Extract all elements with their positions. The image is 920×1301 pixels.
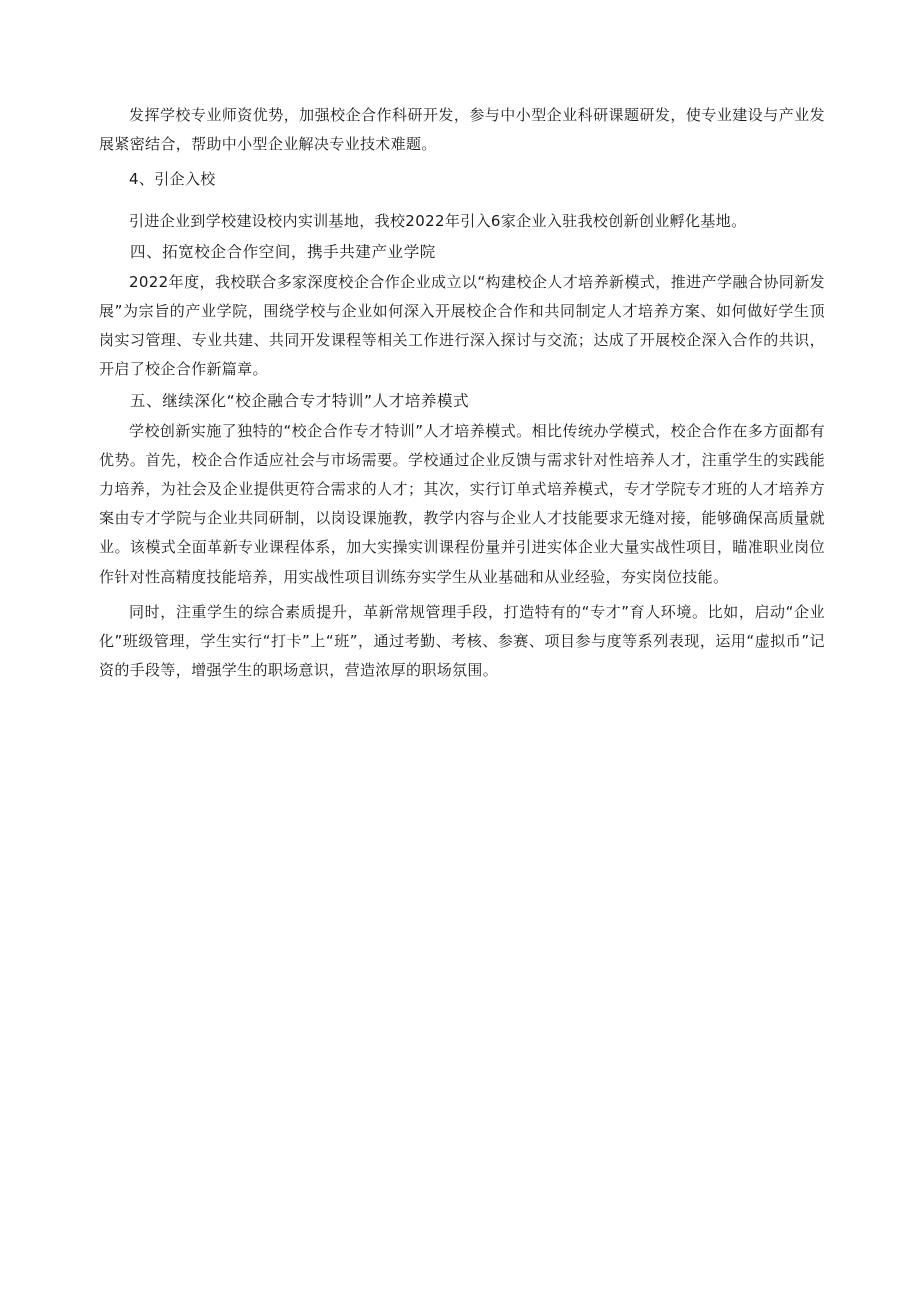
section-heading-five: 五、继续深化“校企融合专才特训”人才培养模式 [130, 391, 470, 410]
list-item-introduce-enterprises: 4、引企入校 [129, 170, 216, 189]
paragraph-introduce-enterprises-detail: 引进企业到学校建设校内实训基地，我校2022年引入6家企业入驻我校创新创业孵化基地。 [129, 211, 747, 230]
document-body [99, 101, 825, 685]
paragraph-comprehensive-quality: 同时，注重学生的综合素质提升，革新常规管理手段，打造特有的“专才”育人环境。比如，启动“企业化”班级管理，学生实行“打卡”上“班”，通过考勤、考核、参赛、项目参与度等系列表现，运用“虚拟币”记资的手段等，增强学生的职场意识，营造浓厚的职场氛围。 [99, 602, 825, 680]
paragraph-training-model: 学校创新实施了独特的“校企合作专才特训”人才培养模式。相比传统办学模式，校企合作在多方面都有优势。首先，校企合作适应社会与市场需要。学校通过企业反馈与需求针对性培养人才，注重学生的实践能力培养，为社会及企业提供更符合需求的人才；其次，实行订单式培养模式，专才学院专才班的人才培养方案由专才学院与企业共同研制，以岗设课施教，教学内容与企业人才技能要求无缝对接，能够确保高质量就业。该模式全面革新专业课程体系，加大实操实训课程份量并引进实体企业大量实战性项目，瞄准职业岗位作针对性高精度技能培养，用实战性项目训练夯实学生从业基础和从业经验，夯实岗位技能。 [99, 421, 825, 586]
paragraph-industry-college: 2022年度，我校联合多家深度校企合作企业成立以“构建校企人才培养新模式，推进产学融合协同新发展”为宗旨的产业学院，围绕学校与企业如何深入开展校企合作和共同制定人才培养方案、如何做好学生顶岗实习管理、专业共建、共同开发课程等相关工作进行深入探讨与交流；达成了开展校企深入合作的共识，开启了校企合作新篇章。 [99, 272, 825, 379]
spacer [99, 195, 825, 207]
section-heading-four: 四、拓宽校企合作空间，携手共建产业学院 [130, 242, 436, 261]
paragraph-research-cooperation: 发挥学校专业师资优势，加强校企合作科研开发，参与中小型企业科研课题研发，使专业建设与产业发展紧密结合，帮助中小型企业解决专业技术难题。 [99, 106, 825, 154]
